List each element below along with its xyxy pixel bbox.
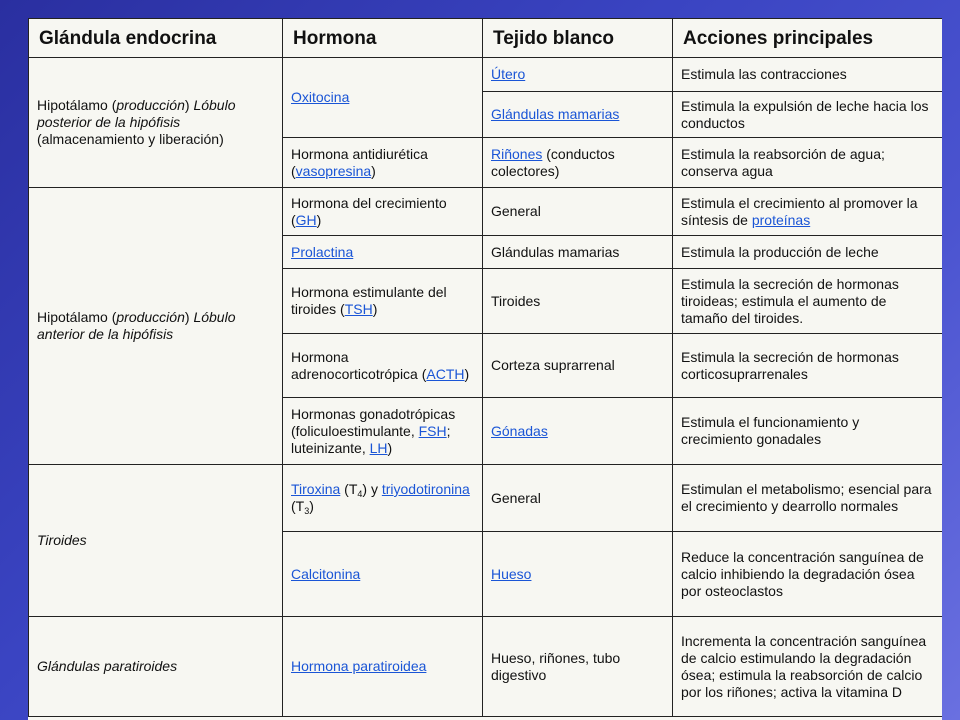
gland-anterior-pituitary: Hipotálamo (producción) Lóbulo anterior de la hipófisis (29, 188, 283, 465)
target-cell (483, 58, 673, 92)
utero-link[interactable]: Útero (491, 66, 526, 82)
action-cell: Estimula las contracciones (673, 58, 943, 92)
target-cell: Corteza suprarrenal (483, 334, 673, 398)
action-cell: Estimula la secreción de hormonas tiroideas; estimula el aumento de tamaño del tiroides. (673, 269, 943, 334)
hormone-cell: Hormona del crecimiento (GH) (283, 188, 483, 236)
proteinas-link[interactable]: proteínas (751, 211, 811, 228)
hueso-link[interactable]: Hueso (491, 565, 532, 582)
endocrine-table-container (28, 18, 942, 720)
header-target: Tejido blanco (483, 19, 673, 58)
target-cell: General (483, 188, 673, 236)
target-cell: Tiroides (483, 269, 673, 334)
action-cell: Estimulan el metabolismo; esencial para el crecimiento y dearrollo normales (673, 465, 943, 532)
target-cell: Riñones (conductos colectores) (483, 138, 673, 188)
header-hormone: Hormona (283, 19, 483, 58)
hormone-cell (283, 58, 483, 138)
endocrine-table (28, 18, 942, 717)
hormone-cell (283, 236, 483, 269)
table-row (29, 188, 943, 236)
gland-parathyroid: Glándulas paratiroides (29, 617, 283, 717)
rinones-link[interactable]: Riñones (491, 145, 543, 162)
target-cell (483, 92, 673, 138)
table-row (29, 617, 943, 717)
target-cell (483, 398, 673, 465)
action-cell: Estimula la secreción de hormonas corticosuprarrenales (673, 334, 943, 398)
target-cell (483, 532, 673, 617)
hormone-cell: Hormona adrenocorticotrópica (ACTH) (283, 334, 483, 398)
vasopresina-link[interactable]: vasopresina (295, 162, 372, 179)
hormona-paratiroidea-link[interactable]: Hormona paratiroidea (291, 658, 427, 674)
hormone-cell: Tiroxina $(T_4)$ y triyodotironina $(T_3)$ (283, 465, 483, 532)
table-row (29, 465, 943, 532)
gland-posterior-pituitary: Hipotálamo (producción) Lóbulo posterior de la hipófisis (almacenamiento y liberación) (29, 58, 283, 188)
hormone-cell (283, 617, 483, 717)
acth-link[interactable]: ACTH (426, 365, 465, 382)
header-gland: Glándula endocrina (29, 19, 283, 58)
glandulas-mamarias-link[interactable]: Glándulas mamarias (491, 106, 620, 122)
action-cell: Incrementa la concentración sanguínea de calcio estimulando la degradación ósea; estimula la reabsorción de calcio por los riñones; activa la vitamina D (673, 617, 943, 717)
action-cell: Estimula el crecimiento al promover la síntesis de proteínas (673, 188, 943, 236)
action-cell: Estimula la expulsión de leche hacia los conductos (673, 92, 943, 138)
action-cell: Estimula el funcionamiento y crecimiento gonadales (673, 398, 943, 465)
target-cell: Glándulas mamarias (483, 236, 673, 269)
action-cell: Reduce la concentración sanguínea de calcio inhibiendo la degradación ósea por osteoclastos (673, 532, 943, 617)
hormone-cell: Hormonas gonadotrópicas (foliculoestimulante, FSH; luteinizante, LH) (283, 398, 483, 465)
target-cell: General (483, 465, 673, 532)
calcitonina-link[interactable]: Calcitonina (291, 565, 361, 582)
oxitocina-link[interactable]: Oxitocina (291, 89, 350, 105)
action-cell: Estimula la producción de leche (673, 236, 943, 269)
gonadas-link[interactable]: Gónadas (491, 422, 548, 439)
triyodotironina-link[interactable]: triyodotironina (381, 481, 470, 497)
prolactina-link[interactable]: Prolactina (291, 243, 354, 260)
target-cell: Hueso, riñones, tubo digestivo (483, 617, 673, 717)
header-row (29, 19, 943, 58)
hormone-cell (283, 532, 483, 617)
table-row (29, 58, 943, 92)
fsh-link[interactable]: FSH (418, 422, 447, 439)
hormone-cell: Hormona antidiurética (vasopresina) (283, 138, 483, 188)
hormone-cell: Hormona estimulante del tiroides (TSH) (283, 269, 483, 334)
gland-thyroid: Tiroides (29, 465, 283, 617)
tsh-link[interactable]: TSH (344, 301, 373, 317)
tiroxina-link[interactable]: Tiroxina (291, 481, 341, 497)
gh-link[interactable]: GH (295, 211, 317, 228)
action-cell: Estimula la reabsorción de agua; conserva agua (673, 138, 943, 188)
header-actions: Acciones principales (673, 19, 943, 58)
lh-link[interactable]: LH (369, 439, 388, 456)
